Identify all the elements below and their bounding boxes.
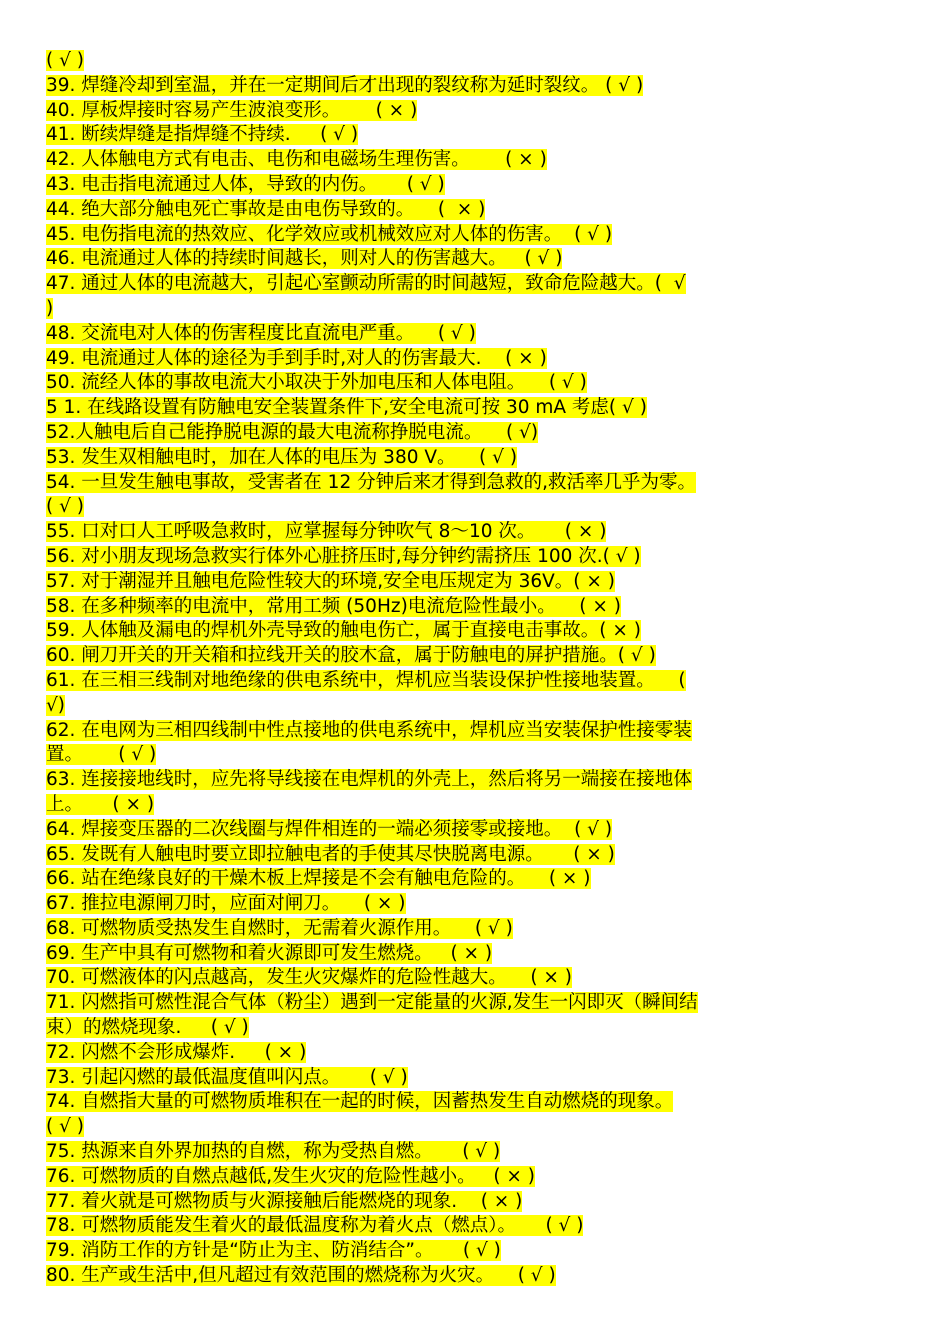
text-line: 40. 厚板焊接时容易产生波浪变形。 ( × ) — [46, 99, 418, 121]
text-line: 79. 消防工作的方针是“防止为主、防消结合”。 ( √ ) — [46, 1240, 501, 1262]
text-line: 46. 电流通过人体的持续时间越长，则对人的伤害越大。 ( √ ) — [46, 248, 563, 270]
text-line: 69. 生产中具有可燃物和着火源即可发生燃烧。 ( × ) — [46, 942, 493, 964]
text-line: 50. 流经人体的事故电流大小取决于外加电压和人体电阻。 ( √ ) — [46, 372, 587, 394]
document-page — [46, 49, 908, 1289]
text-line: 48. 交流电对人体的伤害程度比直流电严重。 ( √ ) — [46, 322, 476, 344]
text-line: 束）的燃烧现象. ( √ ) — [46, 1017, 249, 1039]
text-line: √) — [46, 694, 66, 716]
text-line: 45. 电伤指电流的热效应、化学效应或机械效应对人体的伤害。 ( √ ) — [46, 223, 613, 245]
text-line: ) — [46, 297, 54, 319]
text-line: 52.人触电后自己能挣脱电源的最大电流称挣脱电流。 ( √) — [46, 421, 539, 443]
text-line: 62. 在电网为三相四线制中性点接地的供电系统中，焊机应当安装保护性接零装 — [46, 719, 692, 741]
text-line: 上。 ( × ) — [46, 793, 155, 815]
text-line: 58. 在多种频率的电流中，常用工频 (50Hz)电流危险性最小。 ( × ) — [46, 595, 622, 617]
text-line: 65. 发既有人触电时要立即拉触电者的手使其尽快脱离电源。 ( × ) — [46, 843, 615, 865]
text-line: 64. 焊接变压器的二次线圈与焊件相连的一端必须接零或接地。 ( √ ) — [46, 818, 613, 840]
text-line: 77. 着火就是可燃物质与火源接触后能燃烧的现象. ( × ) — [46, 1190, 523, 1212]
text-line: ( √ ) — [46, 1116, 84, 1138]
text-line: 75. 热源来自外界加热的自燃，称为受热自燃。 ( √ ) — [46, 1141, 501, 1163]
text-line: 61. 在三相三线制对地绝缘的供电系统中，焊机应当装设保护性接地装置。 ( — [46, 669, 686, 691]
text-line: ( √ ) — [46, 496, 84, 518]
text-line: 56. 对小朋友现场急救实行体外心脏挤压时,每分钟约需挤压 100 次.( √ ) — [46, 545, 641, 567]
text-line: 41. 断续焊缝是指焊缝不持续. ( √ ) — [46, 124, 359, 146]
text-line: 68. 可燃物质受热发生自燃时，无需着火源作用。 ( √ ) — [46, 917, 513, 939]
text-line: 5 1. 在线路设置有防触电安全装置条件下,安全电流可按 30 mA 考虑( √ ) — [46, 397, 647, 419]
text-line: 70. 可燃液体的闪点越高，发生火灾爆炸的危险性越大。 ( × ) — [46, 967, 573, 989]
text-line: 72. 闪燃不会形成爆炸. ( × ) — [46, 1041, 307, 1063]
text-line: 78. 可燃物质能发生着火的最低温度称为着火点（燃点）。 ( √ ) — [46, 1215, 584, 1237]
text-line: 57. 对于潮湿并且触电危险性较大的环境,安全电压规定为 36V。( × ) — [46, 570, 615, 592]
text-line: ( √ ) — [46, 50, 84, 71]
text-line: 置。 ( √ ) — [46, 744, 157, 766]
text-line: 54. 一旦发生触电事故，受害者在 12 分钟后来才得到急救的,救活率几乎为零。 — [46, 471, 696, 493]
text-line: 59. 人体触及漏电的焊机外壳导致的触电伤亡，属于直接电击事故。( × ) — [46, 620, 642, 642]
text-line: 39. 焊缝冷却到室温，并在一定期间后才出现的裂纹称为延时裂纹。 ( √ ) — [46, 74, 644, 96]
text-line: 63. 连接接地线时，应先将导线接在电焊机的外壳上，然后将另一端接在接地体 — [46, 769, 692, 791]
text-line: 76. 可燃物质的自燃点越低,发生火灾的危险性越小。 ( × ) — [46, 1165, 536, 1187]
text-line: 71. 闪燃指可燃性混合气体（粉尘）遇到一定能量的火源,发生一闪即灭（瞬间结 — [46, 992, 698, 1014]
text-line: 43. 电击指电流通过人体，导致的内伤。 ( √ ) — [46, 173, 445, 195]
text-line: 73. 引起闪燃的最低温度值叫闪点。 ( √ ) — [46, 1066, 408, 1088]
text-line: 44. 绝大部分触电死亡事故是由电伤导致的。 ( × ) — [46, 198, 486, 220]
text-line: 47. 通过人体的电流越大，引起心室颤动所需的时间越短，致命危险越大。( √ — [46, 273, 686, 295]
text-line: 49. 电流通过人体的途径为手到手时,对人的伤害最大. ( × ) — [46, 347, 547, 369]
text-line: 74. 自燃指大量的可燃物质堆积在一起的时候，因蓄热发生自动燃烧的现象。 — [46, 1091, 674, 1113]
text-line: 66. 站在绝缘良好的干燥木板上焊接是不会有触电危险的。 ( × ) — [46, 868, 591, 890]
text-line: 80. 生产或生活中,但凡超过有效范围的燃烧称为火灾。 ( √ ) — [46, 1265, 556, 1287]
text-line: 60. 闸刀开关的开关箱和拉线开关的胶木盒，属于防触电的屏护措施。( √ ) — [46, 645, 656, 667]
text-line: 67. 推拉电源闸刀时，应面对闸刀。 ( × ) — [46, 893, 406, 915]
text-line: 55. 口对口人工呼吸急救时，应掌握每分钟吹气 8～10 次。 ( × ) — [46, 521, 607, 543]
text-line: 53. 发生双相触电时，加在人体的电压为 380 V。 ( √ ) — [46, 446, 518, 468]
text-line: 42. 人体触电方式有电击、电伤和电磁场生理伤害。 ( × ) — [46, 149, 547, 171]
